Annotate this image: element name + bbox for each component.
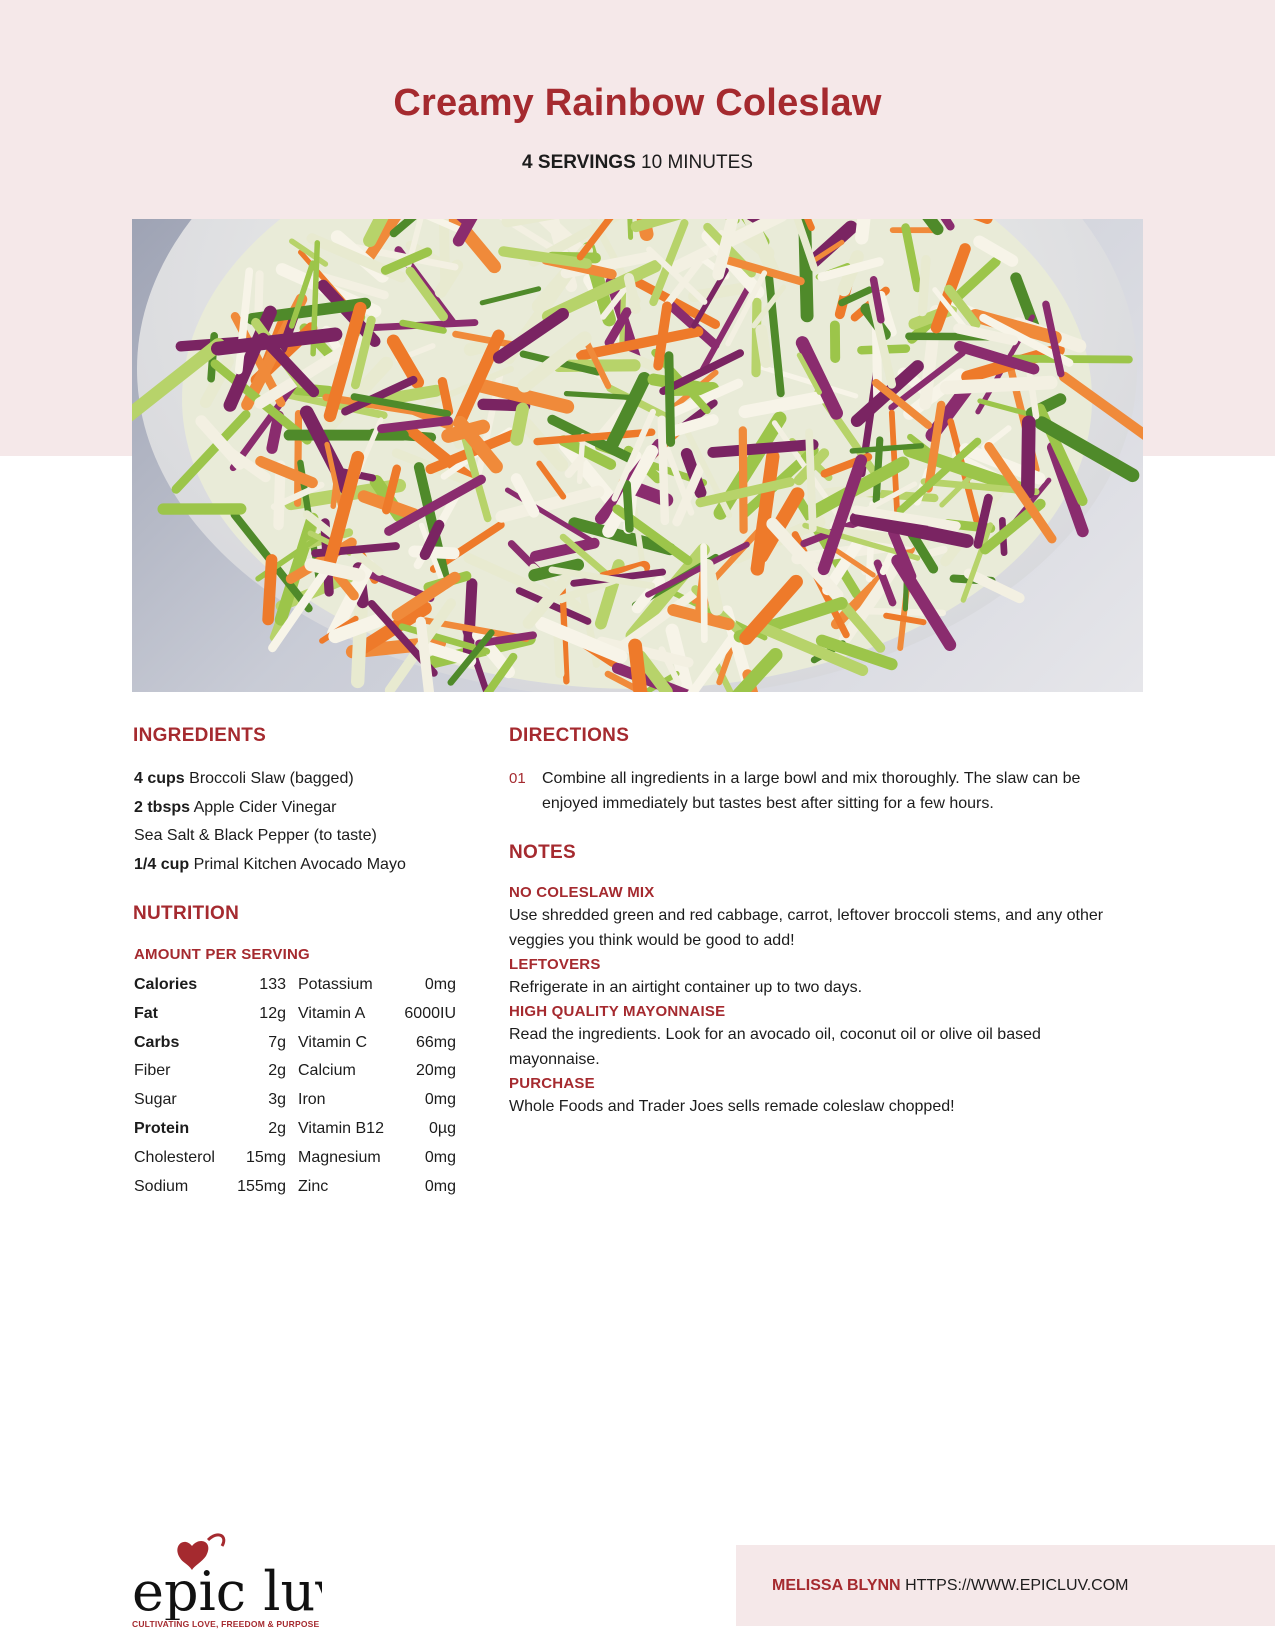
nutrient-name: Fiber — [134, 1062, 171, 1080]
ingredient-item — [134, 765, 406, 794]
note-text: Whole Foods and Trader Joes sells remade coleslaw chopped! — [509, 1098, 955, 1115]
website-link[interactable]: HTTPS://WWW.EPICLUV.COM — [905, 1577, 1129, 1594]
nutrition-row — [134, 1086, 456, 1115]
nutrient-name: Potassium — [298, 976, 373, 993]
nutrient-name: Magnesium — [298, 1148, 381, 1166]
slaw-shred — [358, 604, 362, 681]
nutrient-value: 12g — [259, 1004, 286, 1022]
logo-tagline: CULTIVATING LOVE, FREEDOM & PURPOSE — [132, 1619, 320, 1629]
recipe-meta — [0, 152, 1275, 174]
notes-heading: NOTES — [509, 842, 576, 863]
direction-step — [509, 766, 1139, 816]
nutrition-row — [134, 1000, 456, 1029]
slaw-shred — [947, 383, 1051, 388]
note-text: Use shredded green and red cabbage, carrot, leftover broccoli stems, and any other veggies you think would be good to add! — [509, 907, 1104, 949]
ingredient-qty: 4 cups — [134, 770, 185, 787]
nutrient-value: 0mg — [424, 976, 456, 993]
slaw-shred — [713, 445, 813, 453]
nutrient-value: 6000IU — [404, 1004, 456, 1022]
slaw-shred — [1015, 359, 1129, 360]
author-name: MELISSA BLYNN — [772, 1577, 901, 1594]
note-title: NO COLESLAW MIX — [509, 884, 655, 901]
nutrient-name: Sugar — [134, 1091, 177, 1109]
ingredient-name: Apple Cider Vinegar — [193, 798, 337, 816]
slaw-shred — [743, 430, 744, 529]
nutrient-name: Fat — [134, 1004, 158, 1022]
step-number: 01 — [509, 770, 526, 787]
ingredients-list — [134, 765, 406, 879]
slaw-shred — [669, 356, 671, 443]
nutrient-value: 66mg — [415, 1033, 456, 1051]
nutrient-value: 7g — [268, 1033, 286, 1051]
slaw-shred — [629, 278, 636, 309]
nutrient-value: 2g — [268, 1119, 286, 1137]
nutrient-name: Calories — [134, 976, 198, 993]
slaw-shred — [1028, 422, 1029, 492]
nutrient-value: 15mg — [245, 1148, 286, 1166]
slaw-shred — [627, 484, 630, 528]
nutrient-name: Iron — [298, 1091, 326, 1109]
nutrient-value: 0mg — [424, 1148, 456, 1166]
ingredient-item — [134, 794, 406, 823]
nutrition-table — [134, 971, 456, 1201]
slaw-shred — [258, 274, 259, 318]
nutrition-row — [134, 1173, 456, 1202]
step-text: Combine all ingredients in a large bowl and mix thoroughly. The slaw can be enjoyed immediately but tastes best after sitting for a few hours. — [542, 770, 1081, 812]
directions-heading: DIRECTIONS — [509, 725, 630, 746]
ingredient-item — [134, 851, 406, 880]
ingredient-name: Sea Salt & Black Pepper (to taste) — [134, 827, 377, 844]
note-text: Read the ingredients. Look for an avocado oil, coconut oil or olive oil based mayonnaise. — [509, 1026, 1041, 1068]
nutrient-value: 0µg — [428, 1119, 456, 1137]
nutrient-value: 133 — [259, 976, 286, 993]
nutrient-name: Vitamin B12 — [298, 1119, 384, 1137]
nutrition-subheading: AMOUNT PER SERVING — [134, 946, 310, 963]
nutrient-value: 0mg — [424, 1177, 456, 1195]
nutrient-value: 2g — [268, 1062, 286, 1080]
notes-list — [509, 883, 1129, 1121]
nutrition-row — [134, 1029, 456, 1058]
nutrient-name: Sodium — [134, 1177, 189, 1195]
ingredients-heading: INGREDIENTS — [133, 725, 267, 746]
ingredient-name: Primal Kitchen Avocado Mayo — [193, 855, 406, 873]
coleslaw-bowl-illustration — [132, 219, 1143, 692]
nutrient-name: Vitamin A — [298, 1004, 366, 1022]
footer-band — [736, 1545, 1275, 1626]
nutrient-name: Zinc — [298, 1177, 329, 1195]
nutrition-heading: NUTRITION — [133, 903, 240, 924]
nutrient-name: Protein — [134, 1119, 190, 1137]
nutrient-value: 155mg — [237, 1177, 286, 1195]
coleslaw-photo — [132, 219, 1143, 692]
servings-label: 4 SERVINGS — [522, 152, 636, 173]
slaw-shred — [443, 219, 445, 282]
slaw-shred — [268, 560, 272, 620]
note-text: Refrigerate in an airtight container up to two days. — [509, 979, 863, 996]
slaw-shred — [517, 409, 523, 439]
ingredient-qty: 2 tbsps — [134, 798, 191, 816]
time-label: 10 MINUTES — [641, 152, 753, 173]
slaw-shred — [862, 219, 869, 238]
ingredient-qty: 1/4 cup — [134, 855, 190, 873]
nutrient-name: Vitamin C — [298, 1033, 368, 1051]
nutrient-value: 20mg — [415, 1062, 456, 1080]
slaw-shred — [922, 260, 926, 312]
nutrition-row — [134, 1115, 456, 1144]
slaw-shred — [707, 566, 716, 609]
slaw-shred — [629, 219, 630, 237]
slaw-shred — [704, 547, 705, 640]
ingredient-item — [134, 822, 406, 851]
footer-credit — [772, 1545, 1128, 1626]
slaw-shred — [809, 432, 813, 528]
nutrient-value: 0mg — [424, 1091, 456, 1109]
nutrient-name: Cholesterol — [134, 1148, 215, 1166]
slaw-shred — [580, 436, 583, 481]
note-title: PURCHASE — [509, 1075, 595, 1092]
nutrient-value: 3g — [268, 1091, 286, 1109]
slaw-shred — [442, 382, 448, 412]
nutrition-row — [134, 971, 456, 1000]
slaw-shred — [761, 330, 766, 362]
ingredient-name: Broccoli Slaw (bagged) — [189, 770, 354, 787]
slaw-shred — [662, 420, 665, 521]
nutrient-name: Calcium — [298, 1062, 356, 1080]
nutrient-name: Carbs — [134, 1033, 180, 1051]
nutrition-row — [134, 1057, 456, 1086]
epic-luv-logo — [132, 1528, 322, 1633]
nutrition-row — [134, 1144, 456, 1173]
epic-luv-logo-icon — [132, 1528, 322, 1620]
note-title: LEFTOVERS — [509, 956, 601, 973]
note-title: HIGH QUALITY MAYONNAISE — [509, 1003, 726, 1020]
recipe-title: Creamy Rainbow Coleslaw — [393, 82, 882, 124]
logo-wordmark: epic lu — [132, 1560, 316, 1620]
